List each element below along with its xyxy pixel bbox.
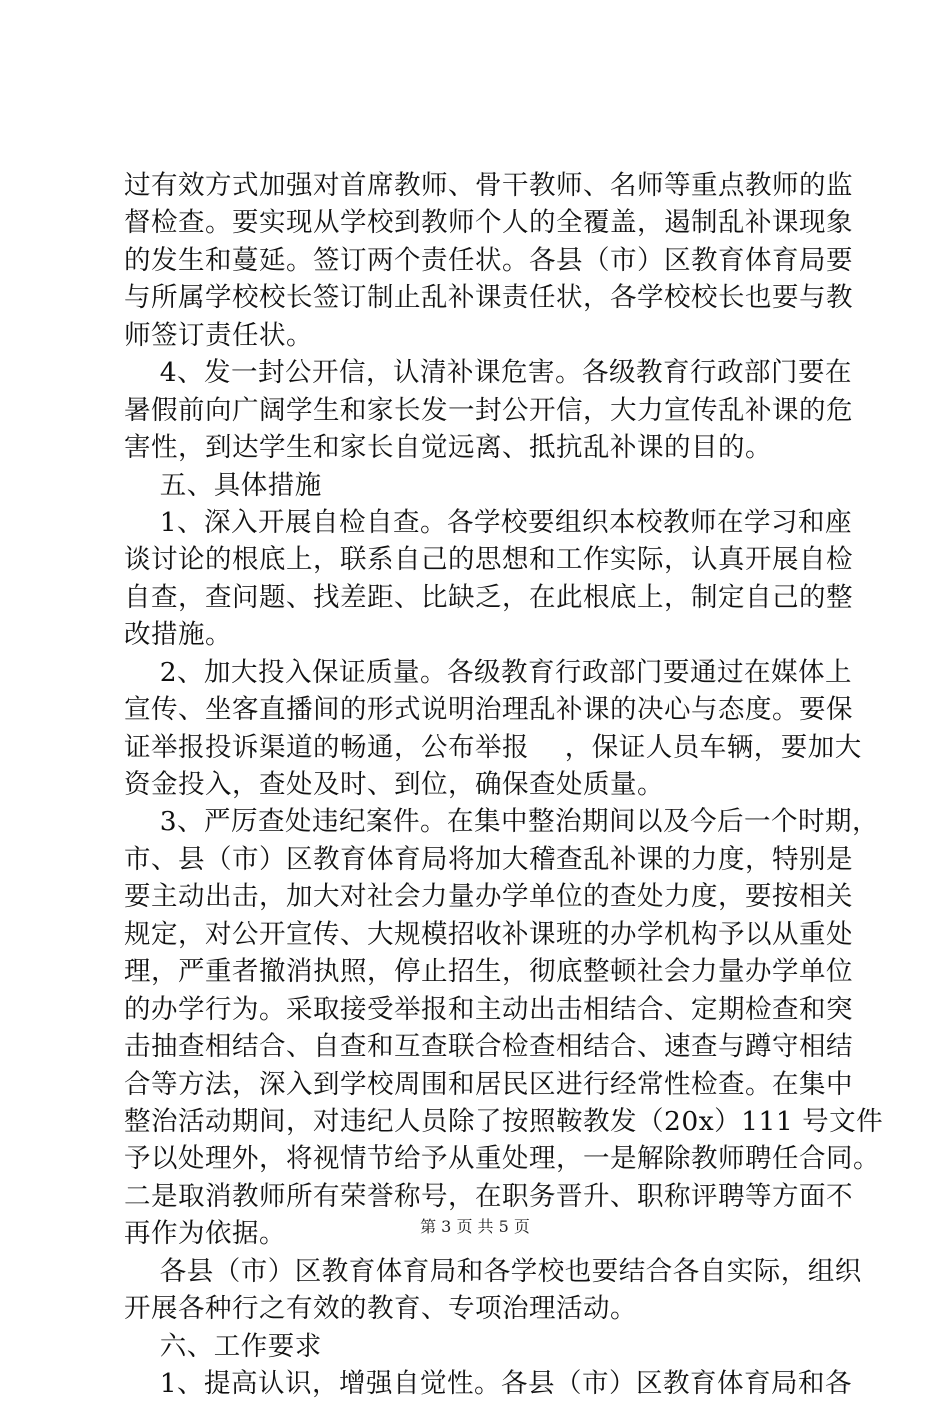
page-footer: 第 3 页 共 5 页 bbox=[420, 1217, 530, 1236]
text-line: 师签订责任状。 bbox=[124, 319, 313, 351]
text-line: 3、严厉查处违纪案件。在集中整治期间以及今后一个时期， bbox=[124, 806, 880, 838]
text-line: 暑假前向广阔学生和家长发一封公开信，大力宣传乱补课的危 bbox=[124, 394, 853, 426]
text-line: 4、发一封公开信，认清补课危害。各级教育行政部门要在 bbox=[124, 357, 853, 389]
text-line: 谈讨论的根底上，联系自己的思想和工作实际，认真开展自检 bbox=[124, 544, 853, 576]
text-line: 六、工作要求 bbox=[124, 1330, 322, 1362]
text-line: 各县（市）区教育体育局和各学校也要结合各自实际，组织 bbox=[124, 1255, 862, 1287]
text-line: 合等方法，深入到学校周围和居民区进行经常性检查。在集中 bbox=[124, 1068, 853, 1100]
text-line: 宣传、坐客直播间的形式说明治理乱补课的决心与态度。要保 bbox=[124, 694, 853, 726]
text-line: 予以处理外，将视情节给予从重处理，一是解除教师聘任合同。 bbox=[124, 1143, 880, 1175]
text-line: 整治活动期间，对违纪人员除了按照鞍教发（20x）111 号文件 bbox=[124, 1105, 884, 1137]
text-line: 1、深入开展自检自查。各学校要组织本校教师在学习和座 bbox=[124, 506, 853, 538]
text-line: 理，严重者撤消执照，停止招生，彻底整顿社会力量办学单位 bbox=[124, 956, 853, 988]
text-line: 再作为依据。 bbox=[124, 1218, 286, 1250]
text-line: 2、加大投入保证质量。各级教育行政部门要通过在媒体上 bbox=[124, 656, 853, 688]
text-line: 五、具体措施 bbox=[124, 469, 322, 501]
text-line: 证举报投诉渠道的畅通，公布举报 ，保证人员车辆，要加大 bbox=[124, 731, 862, 763]
text-line: 的发生和蔓延。签订两个责任状。各县（市）区教育体育局要 bbox=[124, 244, 853, 276]
text-line: 开展各种行之有效的教育、专项治理活动。 bbox=[124, 1293, 637, 1325]
text-line: 与所属学校校长签订制止乱补课责任状，各学校校长也要与教 bbox=[124, 282, 853, 314]
text-line: 过有效方式加强对首席教师、骨干教师、名师等重点教师的监 bbox=[124, 170, 853, 201]
text-line: 资金投入，查处及时、到位，确保查处质量。 bbox=[124, 769, 664, 800]
text-line: 害性，到达学生和家长自觉远离、抵抗乱补课的目的。 bbox=[124, 432, 772, 464]
text-line: 自查，查问题、找差距、比缺乏，在此根底上，制定自己的整 bbox=[124, 581, 853, 613]
text-line: 规定，对公开宣传、大规模招收补课班的办学机构予以从重处 bbox=[124, 918, 853, 950]
text-line: 击抽查相结合、自查和互查联合检查相结合、速查与蹲守相结 bbox=[124, 1031, 853, 1063]
text-line: 督检查。要实现从学校到教师个人的全覆盖，遏制乱补课现象 bbox=[124, 207, 853, 239]
text-line: 要主动出击，加大对社会力量办学单位的查处力度，要按相关 bbox=[124, 881, 853, 913]
text-line: 二是取消教师所有荣誉称号，在职务晋升、职称评聘等方面不 bbox=[124, 1180, 853, 1212]
text-line: 市、县（市）区教育体育局将加大稽查乱补课的力度，特别是 bbox=[124, 843, 853, 875]
text-line: 的办学行为。采取接受举报和主动出击相结合、定期检查和突 bbox=[124, 993, 853, 1025]
text-line: 1、提高认识，增强自觉性。各县（市）区教育体育局和各 bbox=[124, 1368, 853, 1399]
text-line: 改措施。 bbox=[124, 619, 232, 651]
